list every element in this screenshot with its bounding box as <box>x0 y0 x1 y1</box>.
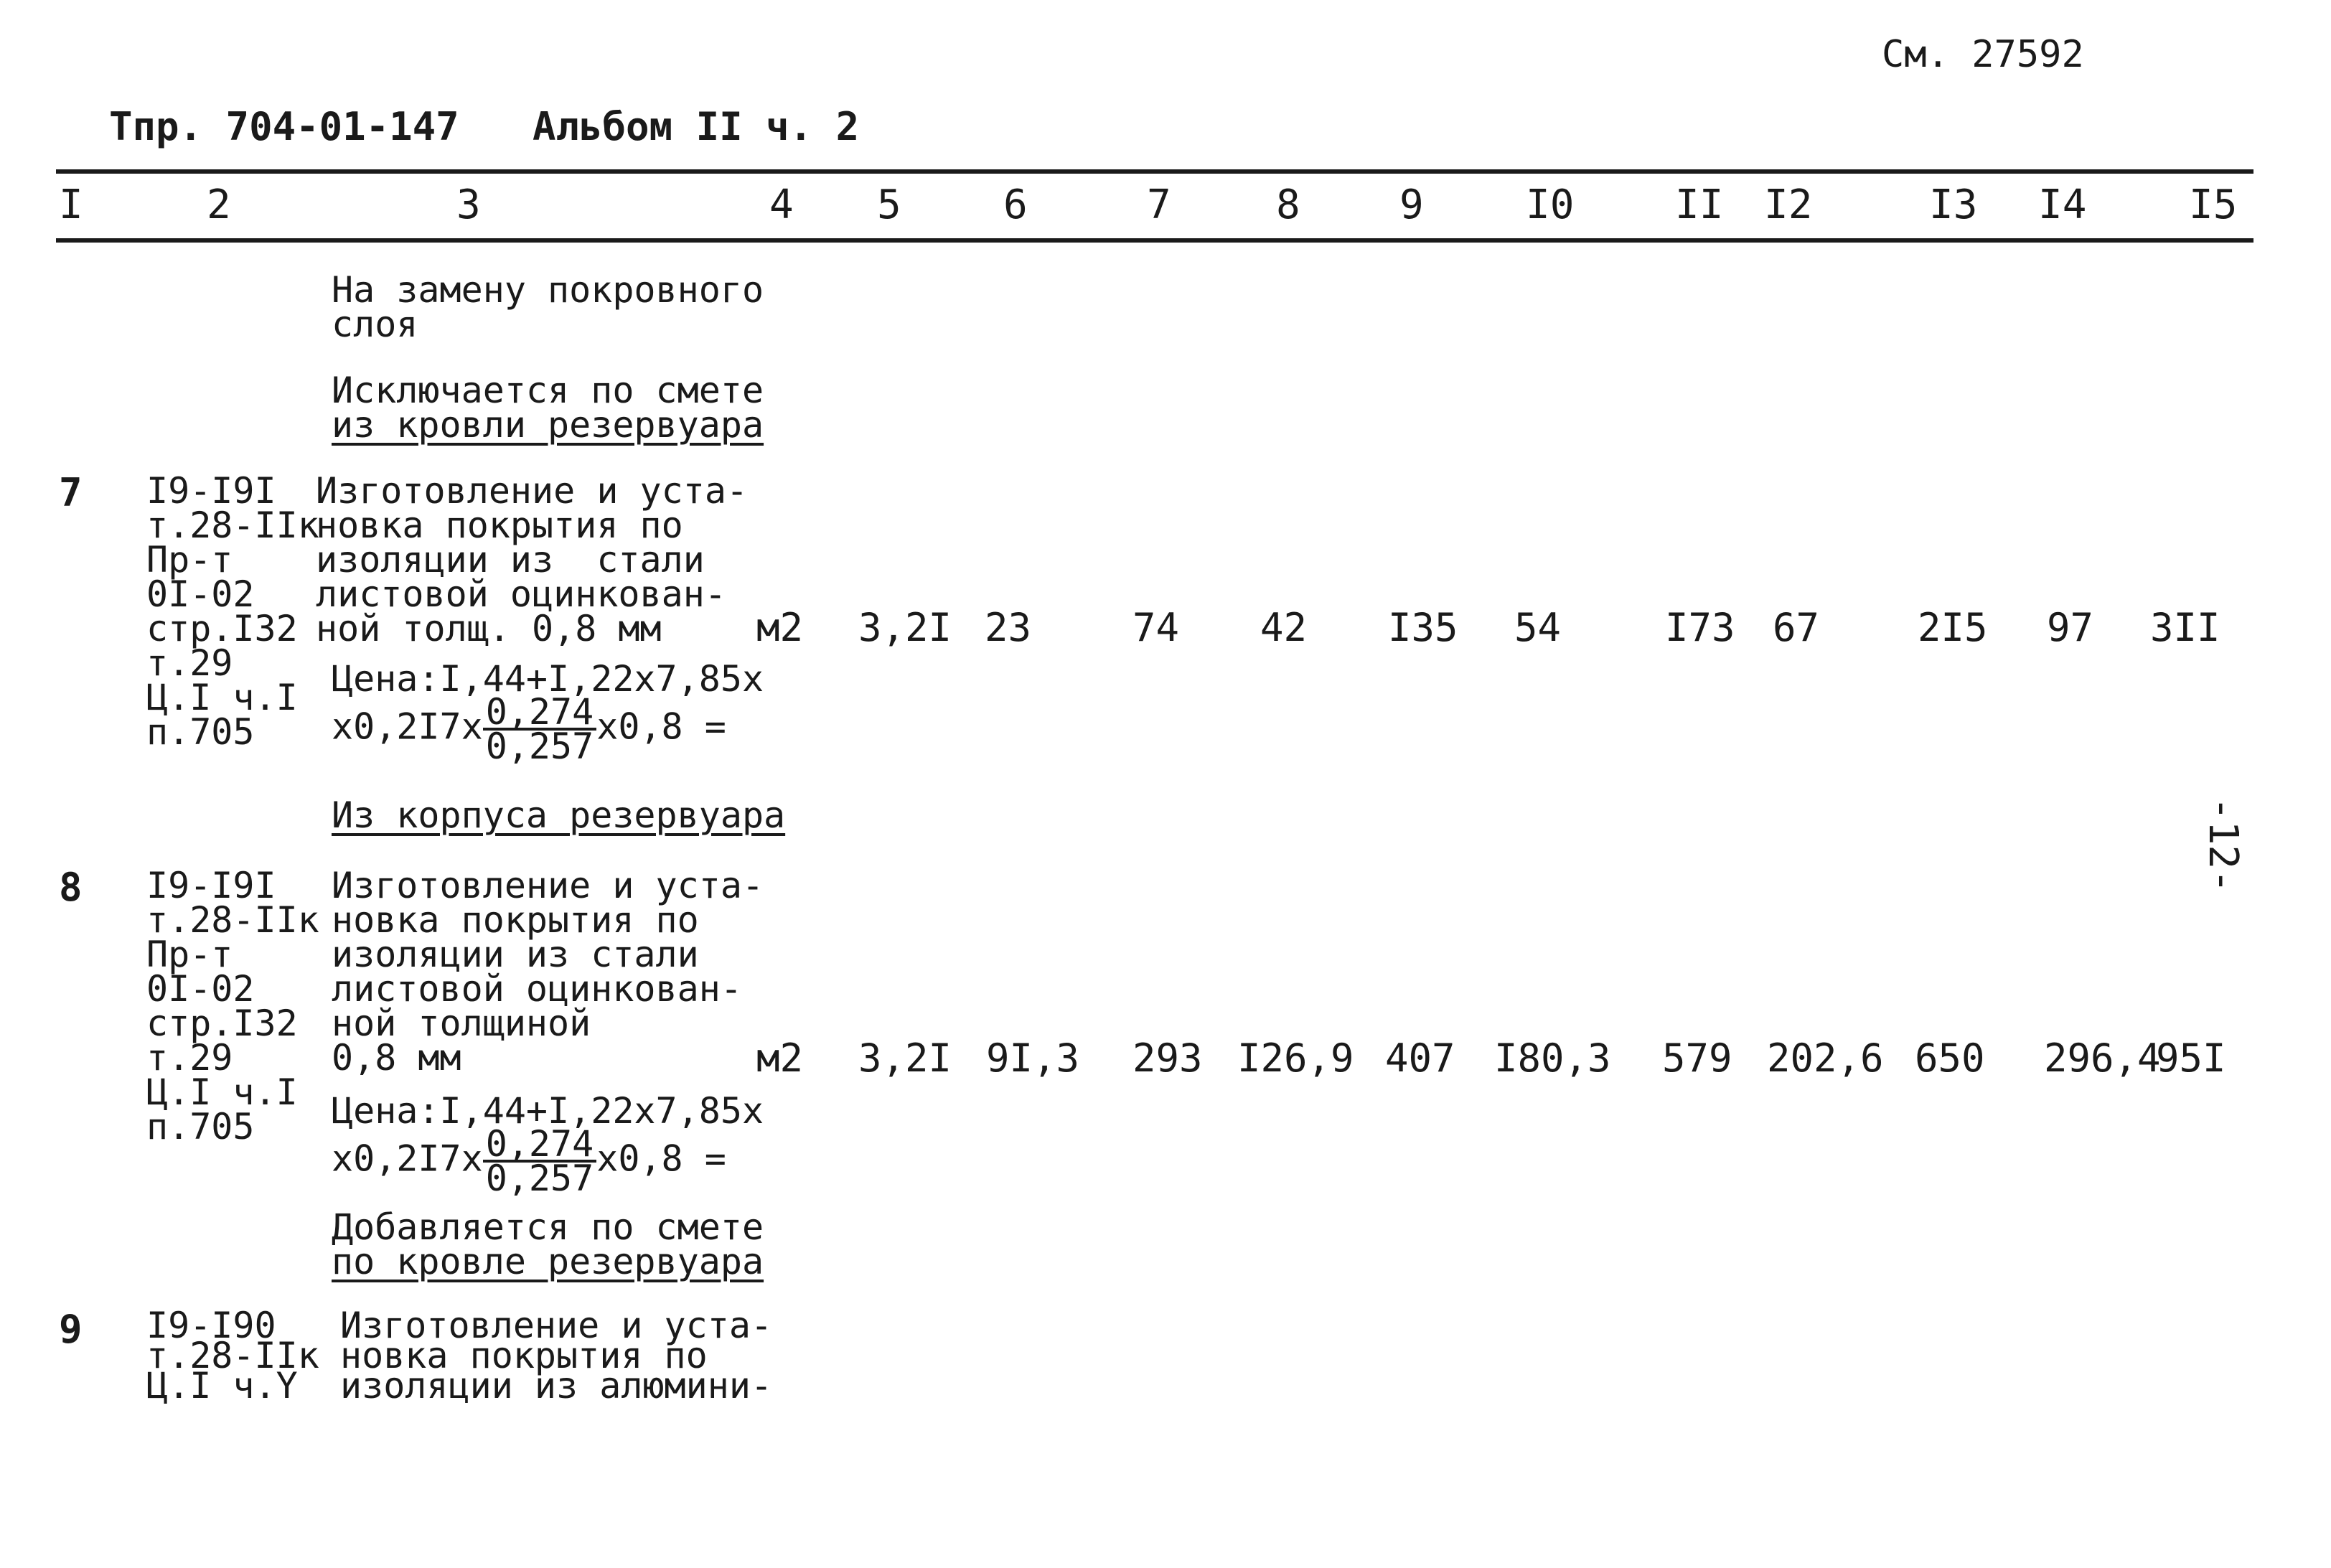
column-header: I5 <box>2189 182 2238 228</box>
desc-line: Изготовление и уста- <box>332 865 764 906</box>
row-7-number: 7 <box>59 470 83 515</box>
row-7-code <box>146 470 319 753</box>
code-line: стр.I32 <box>146 1003 298 1044</box>
code-line: I9-I90 <box>146 1305 276 1346</box>
value-cell: 2I5 <box>1918 605 1988 650</box>
price-line: Цена:I,44+I,22x7,85x <box>332 658 764 700</box>
column-header: 3 <box>456 182 481 228</box>
value-cell: 3,2I <box>858 605 952 650</box>
price-post: x0,8 = <box>596 705 726 748</box>
code-line: Пр-т <box>146 934 233 975</box>
desc-line: листовой оцинкован- <box>316 573 726 615</box>
column-header: I4 <box>2038 182 2087 228</box>
column-header: 6 <box>1003 182 1028 228</box>
code-line: т.28-IIк <box>146 1335 319 1376</box>
code-line: т.29 <box>146 642 233 684</box>
note-line: Исключается по смете <box>332 370 764 411</box>
value-cell: 293 <box>1132 1036 1203 1081</box>
desc-line: 0,8 мм <box>332 1037 461 1079</box>
value-cell: 74 <box>1132 605 1180 650</box>
value-cell: 407 <box>1385 1036 1455 1081</box>
code-line: т.28-IIк <box>146 504 319 546</box>
note-from-body: Из корпуса резервуара <box>332 794 786 836</box>
note-line-underlined: по кровле резервуара <box>332 1241 764 1282</box>
note-excluded <box>332 370 764 446</box>
value-cell: 67 <box>1773 605 1820 650</box>
value-cell: 95I <box>2156 1036 2226 1081</box>
row-9-description <box>340 1305 773 1407</box>
value-cell: 23 <box>985 605 1032 650</box>
fraction-denominator: 0,257 <box>485 1158 594 1199</box>
column-header: 9 <box>1399 182 1424 228</box>
code-line: т.29 <box>146 1037 233 1079</box>
row-8-number: 8 <box>59 865 83 910</box>
code-line: Ц.I ч.I <box>146 677 298 718</box>
fraction-numerator: 0,274 <box>483 1128 597 1163</box>
value-cell: 650 <box>1915 1036 1985 1081</box>
price-fraction <box>483 691 597 767</box>
row-8-description <box>332 865 764 1079</box>
document-ref-number: См. 27592 <box>1882 33 2084 76</box>
note-line: Добавляется по смете <box>332 1206 764 1248</box>
code-line: Ц.I ч.Y <box>146 1365 298 1407</box>
note-line-underlined: из кровли резервуара <box>332 404 764 446</box>
header-bottom-rule <box>56 238 2253 243</box>
desc-line: ной толщ. 0,8 мм <box>316 608 662 649</box>
value-cell: 9I,3 <box>986 1036 1080 1081</box>
value-cell: I26,9 <box>1237 1036 1354 1081</box>
desc-line: Изготовление и уста- <box>316 470 749 512</box>
desc-line: новка покрытия по <box>316 504 683 546</box>
note-line: слоя <box>332 304 418 345</box>
project-code: Тпр. 704-01-147 <box>109 104 459 149</box>
value-cell: 42 <box>1260 605 1308 650</box>
fraction-denominator: 0,257 <box>485 726 594 767</box>
column-header: I <box>59 182 83 228</box>
desc-line: новка покрытия по <box>332 899 699 941</box>
value-cell: 202,6 <box>1767 1036 1884 1081</box>
value-cell: 296,4 <box>2044 1036 2161 1081</box>
price-post: x0,8 = <box>596 1137 726 1180</box>
row-7-description <box>316 470 749 649</box>
code-line: Пр-т <box>146 539 233 581</box>
value-cell: 54 <box>1514 605 1562 650</box>
unit-cell: м2 <box>756 1036 804 1081</box>
value-cell: 3,2I <box>858 1036 952 1081</box>
value-cell: 3II <box>2150 605 2220 650</box>
note-added <box>332 1206 764 1282</box>
value-cell: 579 <box>1662 1036 1732 1081</box>
code-line: стр.I32 <box>146 608 298 649</box>
note-replace-layer <box>332 269 764 345</box>
code-line: п.705 <box>146 1106 255 1147</box>
column-header: 8 <box>1276 182 1300 228</box>
code-line: I9-I9I <box>146 865 276 906</box>
column-header: I0 <box>1526 182 1575 228</box>
row-7-price-formula-2 <box>332 691 726 767</box>
column-header: II <box>1675 182 1724 228</box>
desc-line: Изготовление и уста- <box>340 1305 773 1346</box>
value-cell: I80,3 <box>1494 1036 1611 1081</box>
price-pre: x0,2I7x <box>332 1137 483 1180</box>
note-line: На замену покровного <box>332 269 764 311</box>
row-9-code <box>146 1305 319 1407</box>
price-pre: x0,2I7x <box>332 705 483 748</box>
column-header: 4 <box>769 182 794 228</box>
column-header: 2 <box>207 182 231 228</box>
value-cell: I35 <box>1388 605 1458 650</box>
header-top-rule <box>56 169 2253 174</box>
price-line: Цена:I,44+I,22x7,85x <box>332 1090 764 1132</box>
value-cell: I73 <box>1665 605 1735 650</box>
row-8-price-formula-2 <box>332 1123 726 1199</box>
row-8-code <box>146 865 319 1147</box>
price-fraction <box>483 1123 597 1199</box>
page-number: -12- <box>2200 797 2246 893</box>
desc-line: новка покрытия по <box>340 1335 708 1376</box>
row-9-number: 9 <box>59 1307 83 1352</box>
desc-line: изоляции из алюмини- <box>340 1365 773 1407</box>
fraction-numerator: 0,274 <box>483 696 597 731</box>
desc-line: изоляции из стали <box>316 539 705 581</box>
desc-line: ной толщиной <box>332 1003 591 1044</box>
code-line: т.28-IIк <box>146 899 319 941</box>
album-label: Альбом II ч. 2 <box>533 104 860 149</box>
column-header: 5 <box>877 182 901 228</box>
column-header: I3 <box>1929 182 1978 228</box>
unit-cell: м2 <box>756 605 804 650</box>
code-line: п.705 <box>146 711 255 753</box>
desc-line: изоляции из стали <box>332 934 699 975</box>
code-line: Ц.I ч.I <box>146 1071 298 1113</box>
code-line: I9-I9I <box>146 470 276 512</box>
desc-line: листовой оцинкован- <box>332 968 742 1010</box>
value-cell: 97 <box>2047 605 2094 650</box>
code-line: 0I-02 <box>146 968 255 1010</box>
column-header: I2 <box>1764 182 1813 228</box>
column-header: 7 <box>1147 182 1171 228</box>
code-line: 0I-02 <box>146 573 255 615</box>
